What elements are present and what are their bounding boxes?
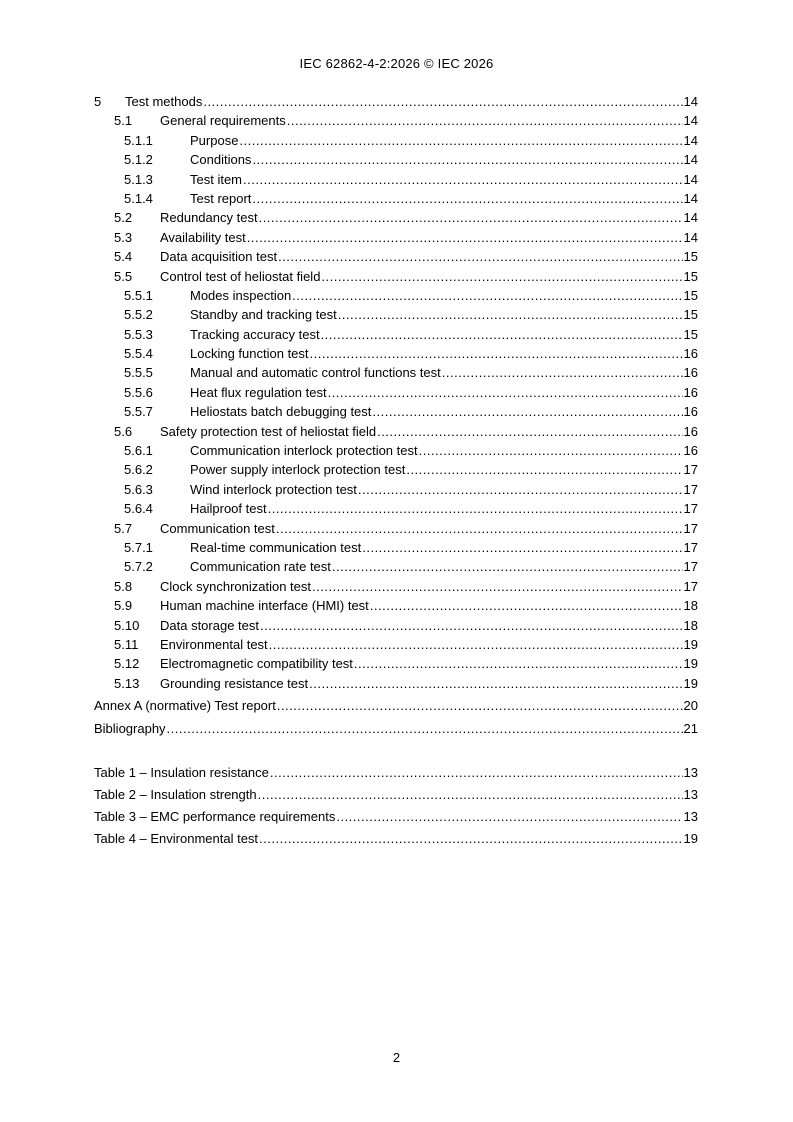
toc-entry[interactable] [94, 674, 698, 693]
dot-leader [278, 247, 682, 266]
toc-entry[interactable] [94, 519, 698, 538]
dot-leader [252, 189, 682, 208]
toc-entry-number: 5.5.5 [124, 365, 153, 381]
toc-entry-title: Data acquisition test [160, 249, 278, 265]
dot-leader [309, 674, 682, 693]
toc-entry-page: 14 [683, 132, 698, 148]
list-of-tables [94, 762, 698, 850]
toc-entry-page: 14 [683, 171, 698, 187]
toc-entry[interactable] [94, 806, 698, 828]
toc-entry[interactable] [94, 228, 698, 247]
toc-entry-number: 5.12 [114, 656, 140, 672]
toc-entry-page: 19 [683, 636, 698, 652]
toc-entry[interactable] [94, 131, 698, 150]
toc-entry[interactable] [94, 344, 698, 363]
toc-entry[interactable] [94, 208, 698, 227]
toc-entry[interactable] [94, 596, 698, 615]
toc-entry-number: 5.1.1 [124, 132, 153, 148]
toc-entry-number: 5.3 [114, 229, 133, 245]
toc-entry-number: 5.5.7 [124, 404, 153, 420]
page-header: IEC 62862-4-2:2026 © IEC 2026 [299, 56, 494, 71]
dot-leader [268, 499, 683, 518]
toc-entry-title: Data storage test [160, 617, 259, 633]
toc-entry-page: 18 [683, 617, 698, 633]
toc-entry-page: 14 [683, 113, 698, 129]
toc-entry-page: 16 [683, 346, 698, 362]
toc-entry-title: Purpose [190, 132, 239, 148]
toc-entry-title: Locking function test [190, 346, 309, 362]
toc-entry-page: 16 [683, 384, 698, 400]
toc-entry-page: 14 [683, 152, 698, 168]
dot-leader [203, 92, 682, 111]
toc-entry-page: 19 [683, 675, 698, 691]
toc-entry-number: 5.2 [114, 210, 133, 226]
toc-entry-title: Availability test [160, 229, 246, 245]
toc-entry-title: Test item [190, 171, 243, 187]
dot-leader [259, 208, 683, 227]
toc-entry-number: 5 [94, 94, 102, 109]
toc-entry-page: 16 [683, 365, 698, 381]
toc-entry-title: Manual and automatic control functions test [190, 365, 441, 381]
toc-entry[interactable] [94, 616, 698, 635]
toc-entry-title: Communication test [160, 520, 275, 536]
toc-entry-title: Redundancy test [160, 210, 258, 226]
toc-entry-number: 5.1 [114, 113, 133, 129]
dot-leader [259, 828, 682, 850]
toc-entry-number: 5.11 [114, 636, 139, 652]
dot-leader [332, 557, 683, 576]
toc-entry[interactable] [94, 828, 698, 850]
toc-entry[interactable] [94, 286, 698, 305]
toc-entry-page: 17 [683, 481, 698, 497]
dot-leader [247, 228, 683, 247]
toc-entry-title: Annex A (normative) Test report [94, 698, 276, 714]
toc-entry-page: 15 [683, 268, 698, 284]
toc-entry-number: 5.9 [114, 598, 133, 614]
toc-entry[interactable] [94, 363, 698, 382]
toc-entry-number: 5.7 [114, 520, 133, 536]
table-of-contents [94, 92, 698, 850]
toc-entry[interactable] [94, 422, 698, 441]
toc-entry-title: Power supply interlock protection test [190, 462, 406, 478]
toc-entry-number: 5.5.2 [124, 307, 153, 323]
toc-entry[interactable] [94, 557, 698, 576]
toc-entry[interactable] [94, 402, 698, 421]
toc-entry[interactable] [94, 247, 698, 266]
toc-entry-page: 13 [683, 764, 698, 780]
toc-entry-number: 5.8 [114, 578, 133, 594]
toc-entry-page: 19 [683, 656, 698, 672]
toc-entry[interactable] [94, 577, 698, 596]
toc-entry-title: Heliostats batch debugging test [190, 404, 372, 420]
toc-entry-number: 5.7.2 [124, 559, 153, 575]
dot-leader [277, 696, 683, 715]
toc-entry-page: 18 [683, 598, 698, 614]
toc-entry-title: Table 3 – EMC performance requirements [94, 808, 336, 824]
toc-entry[interactable] [94, 267, 698, 286]
toc-entry-page: 17 [683, 559, 698, 575]
dot-leader [370, 596, 683, 615]
toc-entry-title: Modes inspection [190, 287, 292, 303]
toc-entry-title: Safety protection test of heliostat field [160, 423, 377, 439]
dot-leader [243, 170, 683, 189]
toc-entry-page: 14 [683, 210, 698, 226]
toc-entry-number: 5.1.4 [124, 190, 153, 206]
toc-entry[interactable] [94, 762, 698, 784]
toc-entry-page: 15 [683, 287, 698, 303]
toc-entry-number: 5.6.2 [124, 462, 153, 478]
toc-entry-page: 17 [683, 462, 698, 478]
toc-entry-page: 17 [683, 578, 698, 594]
toc-entry-title: General requirements [160, 113, 286, 129]
toc-entry[interactable] [94, 383, 698, 402]
dot-leader [310, 344, 683, 363]
toc-entry-number: 5.6.4 [124, 501, 153, 517]
dot-leader [167, 719, 683, 738]
toc-entry-page: 13 [683, 808, 698, 824]
toc-entry-title: Standby and tracking test [190, 307, 337, 323]
toc-entry[interactable] [94, 189, 698, 208]
toc-entry-page: 14 [683, 229, 698, 245]
toc-entry-title: Clock synchronization test [160, 578, 312, 594]
toc-entry-title: Grounding resistance test [160, 675, 309, 691]
toc-entry[interactable] [94, 305, 698, 324]
toc-entry[interactable] [94, 635, 698, 654]
toc-entry-page: 14 [683, 94, 698, 109]
dot-leader [338, 305, 683, 324]
toc-entry-title: Table 4 – Environmental test [94, 830, 259, 846]
dot-leader [362, 538, 682, 557]
toc-entry-title: Communication rate test [190, 559, 331, 575]
dot-leader [419, 441, 683, 460]
toc-entry-title: Communication interlock protection test [190, 443, 418, 459]
toc-entry-title: Human machine interface (HMI) test [160, 598, 369, 614]
toc-entry-title: Real-time communication test [190, 539, 362, 555]
dot-leader [354, 654, 683, 673]
toc-entry-page: 17 [683, 539, 698, 555]
toc-entry-title: Table 1 – Insulation resistance [94, 764, 269, 780]
dot-leader [258, 784, 683, 806]
toc-entry-title: Table 2 – Insulation strength [94, 786, 257, 802]
toc-entry[interactable] [94, 784, 698, 806]
toc-entry-page: 15 [683, 326, 698, 342]
toc-entry-title: Conditions [190, 152, 252, 168]
toc-entry-page: 19 [683, 830, 698, 846]
dot-leader [358, 480, 683, 499]
toc-entry-title: Test report [190, 190, 252, 206]
toc-entry-page: 15 [683, 249, 698, 265]
toc-entry-page: 15 [683, 307, 698, 323]
dot-leader [260, 616, 683, 635]
toc-entry-title: Test methods [125, 94, 203, 109]
toc-entry-number: 5.10 [114, 617, 140, 633]
toc-entry-title: Tracking accuracy test [190, 326, 320, 342]
toc-entry-page: 20 [683, 698, 698, 714]
dot-leader [328, 383, 683, 402]
dot-leader [336, 806, 682, 828]
dot-leader [239, 131, 682, 150]
dot-leader [287, 111, 683, 130]
toc-entry-number: 5.4 [114, 249, 133, 265]
dot-leader [270, 762, 683, 784]
toc-entry-number: 5.5.4 [124, 346, 153, 362]
toc-entry-title: Wind interlock protection test [190, 481, 357, 497]
toc-entry-title: Control test of heliostat field [160, 268, 321, 284]
toc-entry-number: 5.5 [114, 268, 133, 284]
toc-entry[interactable] [94, 441, 698, 460]
toc-entry-title: Heat flux regulation test [190, 384, 327, 400]
dot-leader [312, 577, 683, 596]
toc-entry[interactable] [94, 170, 698, 189]
toc-entry-title: Bibliography [94, 720, 166, 736]
dot-leader [292, 286, 682, 305]
dot-leader [269, 635, 683, 654]
toc-entry-number: 5.5.6 [124, 384, 153, 400]
toc-entry-number: 5.6.1 [124, 443, 153, 459]
toc-entry-number: 5.13 [114, 675, 140, 691]
toc-entry-page: 21 [683, 720, 698, 736]
toc-entry-number: 5.5.3 [124, 326, 153, 342]
toc-entry-title: Environmental test [160, 636, 268, 652]
toc-entries [94, 92, 698, 738]
toc-entry[interactable] [94, 480, 698, 499]
page-number: 2 [392, 1050, 401, 1065]
dot-leader [321, 325, 683, 344]
toc-entry[interactable] [94, 696, 698, 715]
toc-entry-number: 5.5.1 [124, 287, 153, 303]
toc-entry-page: 17 [683, 501, 698, 517]
toc-entry[interactable] [94, 719, 698, 738]
toc-entry[interactable] [94, 325, 698, 344]
toc-entry[interactable] [94, 460, 698, 479]
dot-leader [442, 363, 683, 382]
toc-entry[interactable] [94, 111, 698, 130]
toc-entry-page: 16 [683, 423, 698, 439]
toc-entry-page: 14 [683, 190, 698, 206]
dot-leader [372, 402, 682, 421]
toc-entry-number: 5.1.3 [124, 171, 153, 187]
toc-entry[interactable] [94, 538, 698, 557]
dot-leader [276, 519, 683, 538]
dot-leader [406, 460, 682, 479]
dot-leader [252, 150, 682, 169]
toc-entry-title: Electromagnetic compatibility test [160, 656, 353, 672]
toc-entry[interactable] [94, 92, 698, 111]
toc-entry-title: Hailproof test [190, 501, 267, 517]
toc-entry-page: 16 [683, 404, 698, 420]
toc-entry[interactable] [94, 499, 698, 518]
dot-leader [377, 422, 682, 441]
toc-entry-number: 5.6.3 [124, 481, 153, 497]
toc-entry-page: 17 [683, 520, 698, 536]
toc-entry[interactable] [94, 654, 698, 673]
toc-entry-page: 13 [683, 786, 698, 802]
toc-entry-number: 5.7.1 [124, 539, 153, 555]
dot-leader [321, 267, 682, 286]
toc-entry-number: 5.6 [114, 423, 133, 439]
toc-spacer [94, 738, 698, 762]
toc-entry[interactable] [94, 150, 698, 169]
toc-entry-page: 16 [683, 443, 698, 459]
toc-entry-number: 5.1.2 [124, 152, 153, 168]
